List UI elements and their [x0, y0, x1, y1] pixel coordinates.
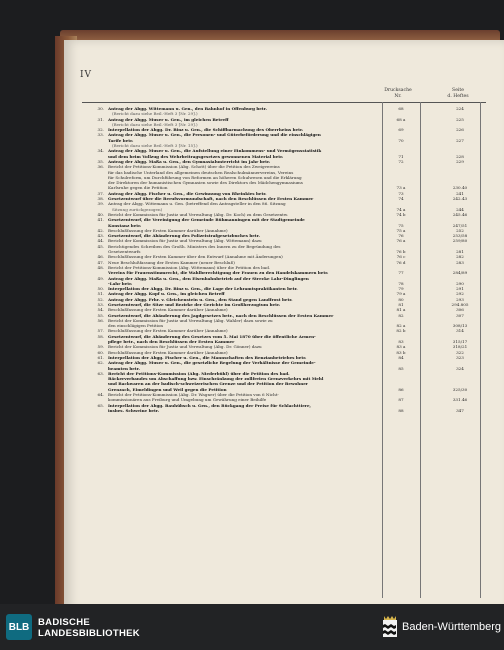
entry-page: 293: [456, 296, 464, 302]
entry-page: 284/89: [452, 270, 468, 276]
entry-drucksache: 77: [398, 270, 404, 276]
entry-title: Tarife betr.: [108, 137, 134, 143]
entry-title: Bericht der Kommission für Justiz und Verwaltung (Abg. Dr. Gönner) dazu: [108, 344, 262, 350]
entry-page: 230.40: [452, 185, 468, 191]
entry-page: 252: [456, 227, 464, 233]
entry-page: 314: [456, 328, 464, 334]
entry-title: für das badische Unterland des allgemeinen deutschen Realschulmännervereins, Vereins: [108, 169, 294, 175]
entry-number: 33.: [97, 132, 104, 138]
column-header-line: Nr.: [394, 93, 402, 99]
entry-title: Bericht der Kommission für Justiz und Verwaltung (Abg. Wahler) dazu sowie zu: [108, 317, 273, 323]
entry-title: Antrag der Abgg. Wittemann u. Gen., den Bahnhof in Offenburg betr.: [108, 106, 267, 111]
column-header-seite: [436, 88, 480, 99]
entry-number: 49.: [97, 275, 104, 281]
entry-page: 247/51: [452, 222, 468, 228]
entry-number: 54.: [97, 307, 104, 313]
entry-number: 31.: [97, 116, 104, 122]
header-rule: [82, 102, 486, 103]
entry-drucksache: 81 a: [396, 307, 406, 313]
entry-drucksache: 74: [398, 196, 404, 202]
entry-page: 315/17: [452, 339, 468, 345]
entry-page: 253/58: [452, 233, 468, 239]
entry-title: Interpellation der Abgg. Dr. Binz u. Gen., die Lage der Lehramtspraktikanten betr.: [108, 286, 298, 292]
entry-title: Gesetzentwurfs: [108, 249, 141, 255]
blb-logo[interactable]: BLB: [6, 614, 32, 640]
entry-title: pflege betr., nach den Beschlüssen der Ersten Kammer: [108, 339, 235, 345]
entry-title: Bericht der Petitions-Kommission (Abg. Wittemann) über die Petition des bad.: [108, 264, 271, 270]
entry-number: 32.: [97, 127, 104, 133]
page-number: IV: [80, 70, 93, 80]
entry-title: Gesetzentwurf über die Berufsvormundschaft, nach den Beschlüssen der Ersten Kammer: [108, 196, 314, 202]
entry-drucksache: 83 b: [396, 349, 406, 355]
entry-number: 50.: [97, 286, 104, 292]
entry-number: 39.: [97, 201, 104, 207]
entry-number: 41.: [97, 217, 104, 223]
entry-page: 325/30: [452, 386, 468, 392]
entry-drucksache: 83 a: [396, 344, 406, 350]
entry-page: 292: [456, 291, 464, 297]
entry-page: 291: [456, 286, 464, 292]
entry-page: 228: [456, 153, 464, 159]
entry-number: 43.: [97, 233, 104, 239]
entry-title: Bericht der Kommission für Justiz und Verwaltung (Abg. Dr. Koch) zu dem Gesetzentw.: [108, 211, 289, 217]
entry-title: Bericht der Kommission für Justiz und Verwaltung (Abg. Wittemann) dazu: [108, 238, 262, 244]
entry-page: 281: [456, 249, 464, 255]
entry-drucksache: 88: [398, 407, 404, 413]
entry-title: beamten betr.: [108, 365, 140, 371]
entry-drucksache: 72: [398, 158, 404, 164]
entry-drucksache: 76 b: [396, 249, 406, 255]
entry-page: 322: [456, 349, 464, 355]
entry-title: Beschlußfassung der Ersten Kammer darüber (Annahme): [108, 328, 228, 334]
bw-crest-icon: [381, 615, 399, 639]
entry-drucksache: 71: [398, 153, 404, 159]
column-header-line: d. Heftes: [447, 93, 469, 99]
entry-page: 306: [456, 307, 464, 313]
entry-title: Bericht der Petitions-Kommission (Abg. Dr. Wagner) über die Petition von 6 Nicht-: [108, 392, 279, 398]
entry-number: 63.: [97, 370, 104, 376]
entry-page: 307: [456, 312, 464, 318]
entry-page: 242.43: [452, 196, 468, 202]
entry-title: Neue Beschlußfassung der Ersten Kammer (neuer Beschluß): [108, 259, 235, 265]
document-page: [64, 40, 504, 604]
entry-number: 64.: [97, 392, 104, 398]
entry-title: Interpellation der Abgg. Fischer u. Gen., die Mannschaften des Benzianbetriebes betr.: [108, 354, 307, 360]
entry-drucksache: 76 a: [396, 238, 406, 244]
entry-drucksache: 68: [398, 106, 404, 111]
viewer-footer: [0, 604, 504, 650]
bw-name[interactable]: Baden-Württemberg: [402, 621, 502, 633]
entry-title: Grenzach, Eimeldingen und Weil gegen die Petition: [108, 386, 227, 392]
entry-title: Konstanz betr.: [108, 222, 142, 228]
entry-number: 57.: [97, 328, 104, 334]
entry-title: Gesetzentwurf, die Abänderung des Gesetzes vom 5. Mai 1870 über die öffentliche Armen-: [108, 333, 316, 339]
entry-drucksache: 82 a: [396, 323, 406, 329]
entry-drucksache: 75: [398, 222, 404, 228]
entry-title: Bericht der Petitions-Kommission (Abg. Schott) über die Petition des Zweigvereins: [108, 164, 280, 170]
entry-page: 283: [456, 259, 464, 265]
entry-number: 62.: [97, 360, 104, 366]
entry-title: Beschlußfassung der Ersten Kammer darüber (Annahme): [108, 349, 228, 355]
entry-drucksache: 76 c: [396, 254, 406, 260]
entry-number: 56.: [97, 317, 104, 323]
entry-number: 51.: [97, 291, 104, 297]
entry-number: 37.: [97, 190, 104, 196]
entry-page: 282: [456, 254, 464, 260]
entry-drucksache: 87: [398, 397, 404, 403]
entry-number: 36.: [97, 164, 104, 170]
column-header-line: Drucksache: [384, 88, 412, 93]
entry-page: 244: [456, 206, 464, 212]
entry-drucksache: 81: [398, 301, 404, 307]
entry-drucksache: 76 d: [396, 259, 406, 265]
entry-drucksache: 74 b: [396, 211, 406, 217]
entry-page: 294.805: [451, 301, 469, 307]
entry-number: 34.: [97, 148, 104, 154]
entry-page: 259/80: [452, 238, 468, 244]
entry-title: Berichtigendes Schreiben des Großh. Ministers des Innern zu der Begründung des: [108, 243, 281, 249]
entry-drucksache: 78: [398, 280, 404, 286]
entry-number: 38.: [97, 196, 104, 202]
entry-title: (Bericht dazu siehe Beil.-Heft 3 [Nr. 29].): [112, 121, 198, 127]
entry-number: 61.: [97, 354, 104, 360]
entry-page: 308/13: [452, 323, 468, 329]
entry-title: Karlsruhe gegen die Petition: [108, 185, 168, 191]
entry-title: für Schulreform, um Durchführung von Reformen an höheren Schulwesen und die Erklärung: [108, 174, 302, 180]
entry-number: 55.: [97, 312, 104, 318]
entry-title: Sitzung zurückgezogen): [112, 206, 163, 212]
entry-drucksache: 79 a: [396, 291, 406, 297]
entry-title: Gesetzentwurf, die Abänderung des Jagdgesetzes betr., nach den Beschlüssen der Ersten Kammer: [108, 312, 334, 318]
entry-drucksache: 68 a: [396, 116, 406, 122]
entry-title: Interpellation der Abgg. Bauhübsch u. Gen., den Rückgang der Preise für Schlachttiere,: [108, 402, 311, 408]
entry-title: (Bericht dazu siehe Beil.-Heft 3 [Nr. 29].): [112, 111, 198, 117]
entry-title: Interpellation der Abgg. Dr. Binz u. Gen., die Schiffbarmachung des Oberrheins betr.: [108, 127, 304, 133]
entry-title: Antrag der Abgg. Wittemann u. Gen. (betreffend den Antragsteller in den 86. Sitzung: [108, 201, 286, 207]
entry-number: 47.: [97, 259, 104, 265]
entry-drucksache: 69: [398, 127, 404, 133]
column-header-line: Seite: [452, 88, 464, 93]
entry-number: 53.: [97, 301, 104, 307]
entry-title: Gesetzentwurf, die Abänderung des Polizeistrafgesetzbuches betr.: [108, 233, 260, 239]
entry-drucksache: 85: [398, 365, 404, 371]
entry-number: 45.: [97, 243, 104, 249]
entry-title: der Direktoren der humanistischen Gymnasien sowie des Direktors des Mädchengymnasiums: [108, 180, 303, 186]
entry-title: Gesetzentwurf, die Sitze und Bezirke der Gerichte im Großherzogtum betr.: [108, 301, 281, 307]
entry-title: Vereins für Frauenstimmrecht, die Wahlberechtigung der Frauen zu den Handelskammern betr.: [108, 270, 329, 276]
entry-title: -Lahr betr.: [108, 280, 133, 286]
entry-drucksache: 80: [398, 296, 404, 302]
entry-title: Antrag der Abgg. Muser u. Gen., im gleichen Betreff: [108, 116, 229, 122]
entry-drucksache: 82: [398, 312, 404, 318]
entry-drucksache: 83: [398, 339, 404, 345]
entry-page: 224: [456, 106, 464, 111]
blb-name-line: LANDESBIBLIOTHEK: [38, 628, 140, 639]
entry-number: 59.: [97, 344, 104, 350]
entry-title: Bäckerverbandes um Abschaffung bzw. Einschränkung der zollfreien Grenzverkehrs mit Mehl: [108, 376, 324, 382]
entry-page: 318/21: [452, 344, 468, 350]
entry-page: 347: [456, 407, 464, 413]
entry-drucksache: 82 b: [396, 328, 406, 334]
entry-title: Beschlußfassung der Ersten Kammer darüber (Annahme): [108, 227, 228, 233]
entry-page: 229: [456, 158, 464, 164]
entry-title: und dem beim Vollzug des Wehrbeitragsgesetzes gewonnenen Material betr.: [108, 153, 284, 159]
entry-drucksache: 75 a: [396, 227, 406, 233]
entry-page: 227: [456, 137, 464, 143]
entry-number: 58.: [97, 333, 104, 339]
entry-number: 48.: [97, 264, 104, 270]
entry-number: 40.: [97, 211, 104, 217]
list-item: [82, 408, 486, 413]
entry-drucksache: 79: [398, 286, 404, 292]
entry-drucksache: 84: [398, 354, 404, 360]
entry-page: 324: [456, 365, 464, 371]
entry-title: und Backwaren an der badisch-schweizerischen Grenze und der Petition der Bewohner: [108, 381, 308, 387]
entry-number: 46.: [97, 254, 104, 260]
entry-title: Gesetzentwurf, die Vereinigung der Gemeinde Rühmanningen mit der Stadtgemeinde: [108, 217, 305, 223]
entry-title: Antrag der Abgg. Maßa u. Gen., den Eisenbahnbetrieb auf der Strecke Lahr-Dinglingen: [108, 275, 309, 281]
blb-name-line: BADISCHE: [38, 617, 91, 628]
table-of-contents: [82, 106, 486, 413]
entry-page: 323: [456, 354, 464, 360]
entry-page: 241: [456, 190, 464, 196]
entry-title: kommissionären aus Freiburg und Umgebung um Gewährung einer Beihilfe: [108, 397, 267, 403]
entry-title: Antrag der Abgg. Maßa u. Gen., den Gymnasialunterricht im Jahr betr.: [108, 158, 271, 164]
entry-title: den einschlägigen Petition: [108, 323, 164, 329]
entry-number: 52.: [97, 296, 104, 302]
entry-title: Antrag der Abgg. Muser u. Gen., die Aufstellung einer Einkommens- und Vermögensstatistik: [108, 148, 322, 154]
entry-number: 42.: [97, 227, 104, 233]
entry-number: 30.: [97, 106, 104, 111]
entry-title: Bericht der Petitions-Kommission (Abg. Niederbühl) über die Petition des bad.: [108, 370, 290, 376]
entry-page: 290: [456, 280, 464, 286]
entry-title: Beschlußfassung der Ersten Kammer über den Entwurf (Annahme mit Änderungen): [108, 254, 283, 260]
entry-title: Antrag der Abgg. Kopf u. Gen., im gleichen Betreff: [108, 291, 225, 297]
entry-title: insbes. Schweine betr.: [108, 407, 160, 413]
entry-title: Antrag der Abgg. Frhr. v. Gleichenstein u. Gen., den Stand gegen Landfrost betr.: [108, 296, 293, 302]
entry-title: Antrag der Abgg. Muser u. Gen., die gesetzliche Regelung der Verhältnisse der Gemeinde-: [108, 360, 316, 366]
entry-drucksache: 74 a: [396, 206, 406, 212]
entry-drucksache: 70: [398, 137, 404, 143]
blb-name[interactable]: [38, 617, 140, 639]
entry-title: Antrag der Abgg. Fischer u. Gen., die Gewinnung von Rheinkies betr.: [108, 190, 267, 196]
entry-drucksache: 73: [398, 190, 404, 196]
entry-number: 65.: [97, 402, 104, 408]
entry-title: (Bericht dazu siehe Beil.-Heft 3 [Nr. 15].): [112, 143, 198, 149]
entry-page: 226: [456, 127, 464, 133]
entry-page: 225: [456, 116, 464, 122]
column-header-drucksache: [378, 88, 418, 99]
entry-number: 35.: [97, 158, 104, 164]
entry-number: 60.: [97, 349, 104, 355]
entry-number: 44.: [97, 238, 104, 244]
entry-drucksache: 76: [398, 233, 404, 239]
entry-title: Beschlußfassung der Ersten Kammer darüber (Annahme): [108, 307, 228, 313]
entry-page: 245.46: [452, 211, 468, 217]
entry-title: Antrag der Abgg. Muser u. Gen., die Personen- und Güterbeförderung und die einschlägigen: [108, 132, 321, 138]
entry-page: 331.46: [452, 397, 468, 403]
entry-drucksache: 86: [398, 386, 404, 392]
entry-drucksache: 73 a: [396, 185, 406, 191]
